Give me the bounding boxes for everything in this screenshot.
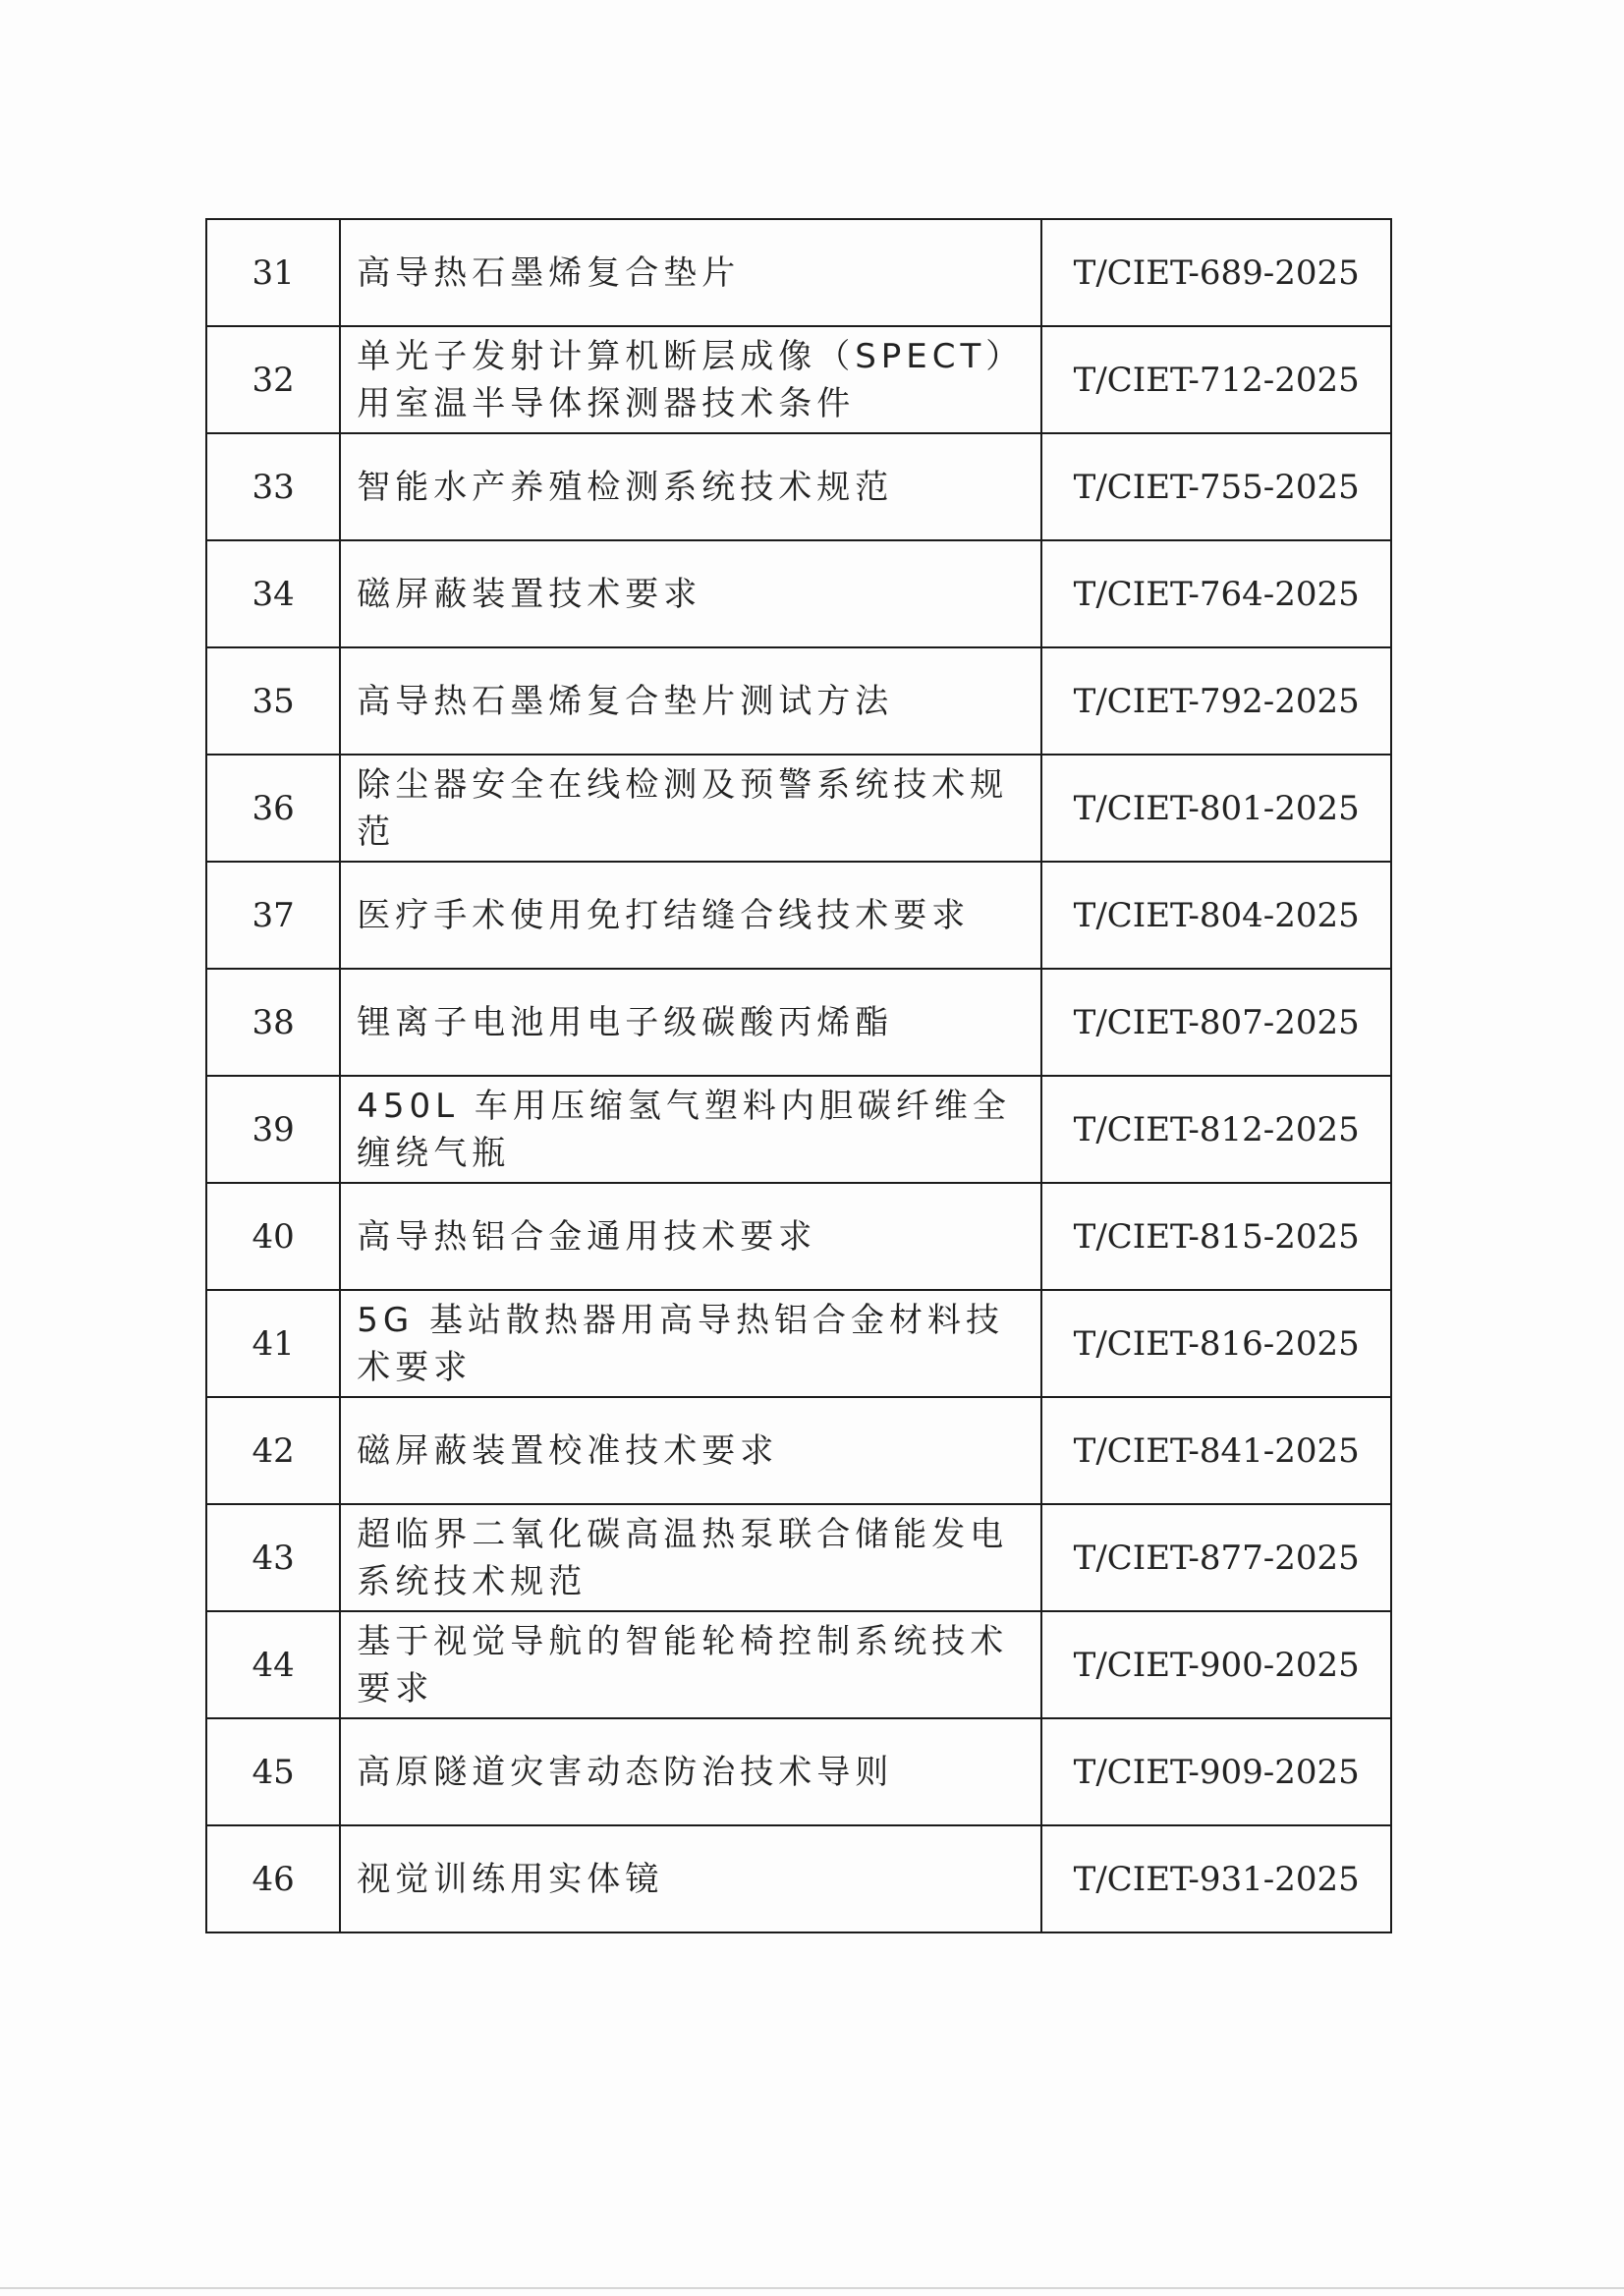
standard-name: 基于视觉导航的智能轮椅控制系统技术要求 bbox=[340, 1611, 1041, 1718]
standard-code: T/CIET-812-2025 bbox=[1041, 1076, 1391, 1183]
table-row bbox=[206, 433, 1391, 540]
standard-name: 磁屏蔽装置校准技术要求 bbox=[340, 1397, 1041, 1504]
standard-code: T/CIET-755-2025 bbox=[1041, 433, 1391, 540]
row-number: 31 bbox=[206, 219, 340, 326]
standard-code: T/CIET-764-2025 bbox=[1041, 540, 1391, 647]
row-number: 32 bbox=[206, 326, 340, 433]
standards-table-body bbox=[206, 219, 1391, 1932]
table-row bbox=[206, 219, 1391, 326]
standard-name: 锂离子电池用电子级碳酸丙烯酯 bbox=[340, 969, 1041, 1076]
row-number: 39 bbox=[206, 1076, 340, 1183]
row-number: 37 bbox=[206, 862, 340, 969]
table-row bbox=[206, 1290, 1391, 1397]
table-row bbox=[206, 540, 1391, 647]
row-number: 46 bbox=[206, 1825, 340, 1932]
row-number: 35 bbox=[206, 647, 340, 755]
standard-name: 医疗手术使用免打结缝合线技术要求 bbox=[340, 862, 1041, 969]
standard-name: 磁屏蔽装置技术要求 bbox=[340, 540, 1041, 647]
standard-name: 高原隧道灾害动态防治技术导则 bbox=[340, 1718, 1041, 1825]
table-row bbox=[206, 647, 1391, 755]
table-row bbox=[206, 326, 1391, 433]
row-number: 40 bbox=[206, 1183, 340, 1290]
standard-code: T/CIET-804-2025 bbox=[1041, 862, 1391, 969]
table-row bbox=[206, 1611, 1391, 1718]
table-row bbox=[206, 1183, 1391, 1290]
standard-name: 单光子发射计算机断层成像（SPECT）用室温半导体探测器技术条件 bbox=[340, 326, 1041, 433]
standard-code: T/CIET-877-2025 bbox=[1041, 1504, 1391, 1611]
scan-edge-line bbox=[0, 2287, 1624, 2289]
row-number: 44 bbox=[206, 1611, 340, 1718]
standard-code: T/CIET-712-2025 bbox=[1041, 326, 1391, 433]
table-row bbox=[206, 1504, 1391, 1611]
standard-name: 高导热铝合金通用技术要求 bbox=[340, 1183, 1041, 1290]
standard-name: 超临界二氧化碳高温热泵联合储能发电系统技术规范 bbox=[340, 1504, 1041, 1611]
standard-name: 高导热石墨烯复合垫片 bbox=[340, 219, 1041, 326]
row-number: 38 bbox=[206, 969, 340, 1076]
standard-name: 450L 车用压缩氢气塑料内胆碳纤维全缠绕气瓶 bbox=[340, 1076, 1041, 1183]
table-row bbox=[206, 1397, 1391, 1504]
standard-name: 视觉训练用实体镜 bbox=[340, 1825, 1041, 1932]
table-row bbox=[206, 862, 1391, 969]
table-row bbox=[206, 969, 1391, 1076]
row-number: 33 bbox=[206, 433, 340, 540]
standard-name: 5G 基站散热器用高导热铝合金材料技术要求 bbox=[340, 1290, 1041, 1397]
table-row bbox=[206, 1825, 1391, 1932]
standard-code: T/CIET-909-2025 bbox=[1041, 1718, 1391, 1825]
standard-code: T/CIET-792-2025 bbox=[1041, 647, 1391, 755]
standard-code: T/CIET-900-2025 bbox=[1041, 1611, 1391, 1718]
row-number: 34 bbox=[206, 540, 340, 647]
table-row bbox=[206, 755, 1391, 862]
table-row bbox=[206, 1076, 1391, 1183]
row-number: 43 bbox=[206, 1504, 340, 1611]
standard-code: T/CIET-841-2025 bbox=[1041, 1397, 1391, 1504]
standard-code: T/CIET-801-2025 bbox=[1041, 755, 1391, 862]
row-number: 41 bbox=[206, 1290, 340, 1397]
row-number: 42 bbox=[206, 1397, 340, 1504]
standard-name: 除尘器安全在线检测及预警系统技术规范 bbox=[340, 755, 1041, 862]
row-number: 45 bbox=[206, 1718, 340, 1825]
standards-table bbox=[205, 218, 1392, 1933]
table-row bbox=[206, 1718, 1391, 1825]
standard-code: T/CIET-816-2025 bbox=[1041, 1290, 1391, 1397]
standard-code: T/CIET-689-2025 bbox=[1041, 219, 1391, 326]
row-number: 36 bbox=[206, 755, 340, 862]
standard-code: T/CIET-931-2025 bbox=[1041, 1825, 1391, 1932]
standard-name: 高导热石墨烯复合垫片测试方法 bbox=[340, 647, 1041, 755]
standard-code: T/CIET-807-2025 bbox=[1041, 969, 1391, 1076]
standard-name: 智能水产养殖检测系统技术规范 bbox=[340, 433, 1041, 540]
standard-code: T/CIET-815-2025 bbox=[1041, 1183, 1391, 1290]
